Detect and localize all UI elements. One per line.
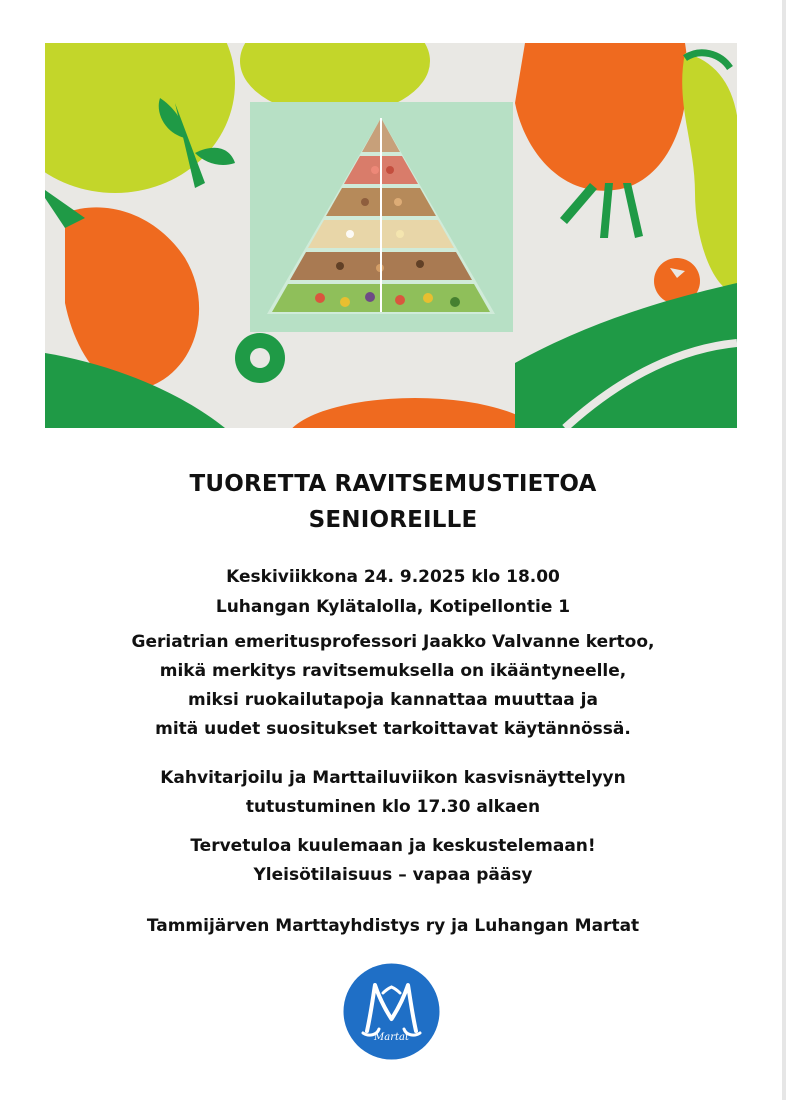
coffee-info bbox=[0, 764, 786, 822]
event-title bbox=[0, 466, 786, 538]
coffee-line: tutustuminen klo 17.30 alkaen bbox=[245, 797, 541, 817]
logo-text: Martat bbox=[374, 1032, 409, 1043]
title-line-2: SENIOREILLE bbox=[308, 507, 478, 533]
description-line: mitä uudet suositukset tarkoittavat käytännössä. bbox=[155, 719, 631, 739]
organizers-text: Tammijärven Marttayhdistys ry ja Luhangan Martat bbox=[146, 916, 640, 936]
event-details bbox=[0, 562, 786, 622]
coffee-line: Kahvitarjoilu ja Marttailuviikon kasvisnäyttelyyn bbox=[160, 768, 626, 788]
description-line: mikä merkitys ravitsemuksella on ikääntyneelle, bbox=[159, 661, 627, 681]
organizers bbox=[0, 912, 786, 941]
martat-logo bbox=[343, 963, 440, 1060]
pyramid-panel bbox=[250, 102, 513, 332]
title-line-1: TUORETTA RAVITSEMUSTIETOA bbox=[189, 471, 597, 497]
welcome-line: Tervetuloa kuulemaan ja keskustelemaan! bbox=[190, 836, 596, 856]
welcome-line: Yleisötilaisuus – vapaa pääsy bbox=[253, 865, 533, 885]
food-pyramid-image bbox=[250, 102, 513, 332]
description-line: miksi ruokailutapoja kannattaa muuttaa ja bbox=[188, 690, 598, 710]
hero-image bbox=[45, 43, 737, 428]
event-location: Luhangan Kylätalolla, Kotipellontie 1 bbox=[215, 597, 571, 617]
event-date-time: Keskiviikkona 24. 9.2025 klo 18.00 bbox=[226, 567, 560, 587]
event-description bbox=[0, 628, 786, 744]
welcome-message bbox=[0, 832, 786, 890]
description-line: Geriatrian emeritusprofessori Jaakko Valvanne kertoo, bbox=[131, 632, 655, 652]
